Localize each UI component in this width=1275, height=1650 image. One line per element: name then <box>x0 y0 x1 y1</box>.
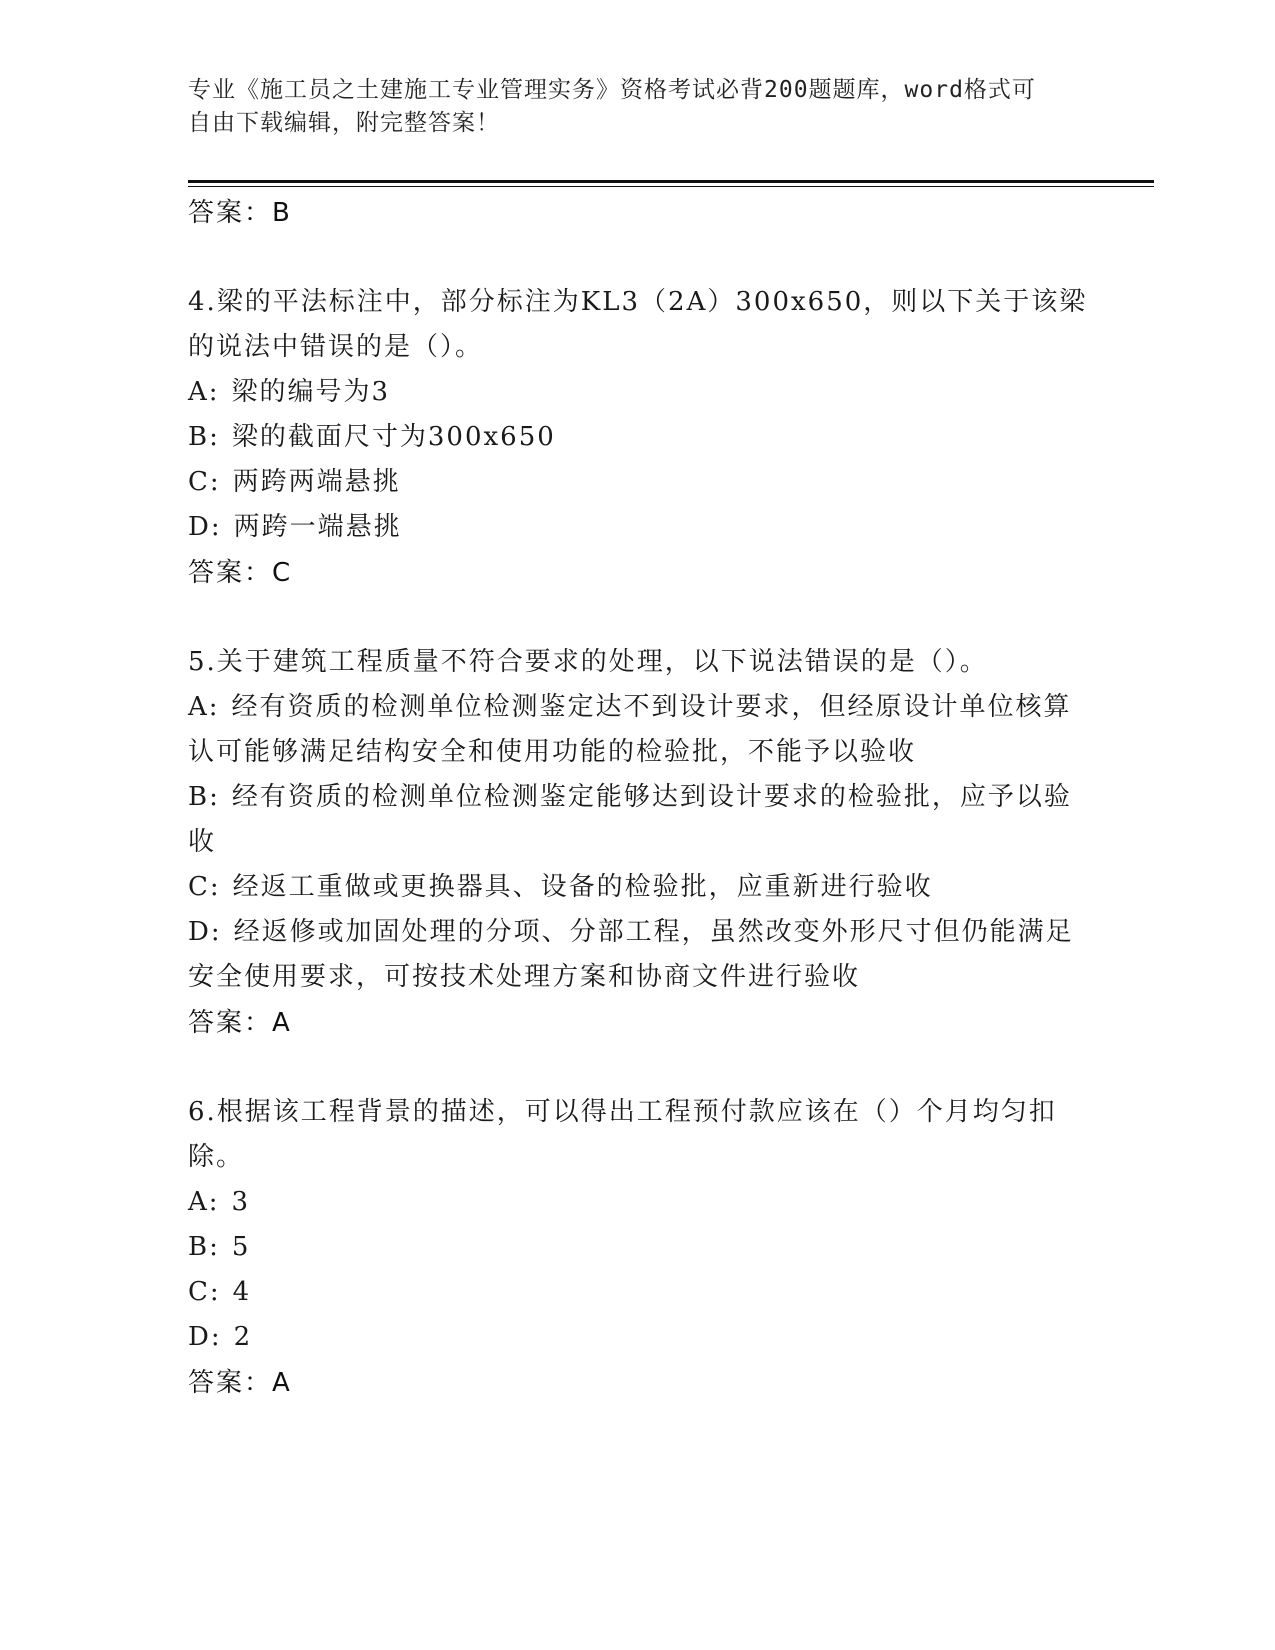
option-text: 梁的截面尺寸为300x650 <box>231 422 556 452</box>
option-text: 经返修或加固处理的分项、分部工程，虽然改变外形尺寸但仍能满足安全使用要求，可按技术处理方案和协商文件进行验收 <box>188 917 1074 992</box>
option-text: 梁的编号为3 <box>231 377 391 407</box>
header-line-1: 专业《施工员之土建施工专业管理实务》资格考试必背200题题库，word格式可 <box>188 77 1036 103</box>
option-label: D: <box>188 917 222 947</box>
option-label: A: <box>188 692 220 722</box>
option-label: C: <box>188 872 221 902</box>
option-label: C: <box>188 467 221 497</box>
document-body <box>188 190 1088 1406</box>
header-divider-thick <box>188 180 1154 183</box>
option-text: 5 <box>231 1232 251 1262</box>
option-label: B: <box>188 1232 220 1262</box>
answer-label: 答案：B <box>188 198 292 228</box>
option-text: 经有资质的检测单位检测鉴定能够达到设计要求的检验批，应予以验收 <box>188 782 1072 857</box>
question-text: 4.梁的平法标注中，部分标注为KL3（2A）300x650，则以下关于该梁的说法中错误的是（）。 <box>188 287 1088 362</box>
option-c <box>188 1270 1088 1315</box>
option-d <box>188 505 1088 550</box>
document-header <box>188 74 1088 140</box>
option-a <box>188 370 1088 415</box>
option-text: 3 <box>231 1187 251 1217</box>
option-text: 经返工重做或更换器具、设备的检验批，应重新进行验收 <box>232 872 933 902</box>
option-text: 两跨两端悬挑 <box>232 467 401 497</box>
option-label: B: <box>188 782 220 812</box>
answer-label: 答案：A <box>188 1368 292 1398</box>
option-text: 4 <box>232 1277 252 1307</box>
option-label: D: <box>188 1322 222 1352</box>
option-b <box>188 1225 1088 1270</box>
question-text: 6.根据该工程背景的描述，可以得出工程预付款应该在（）个月均匀扣除。 <box>188 1097 1057 1172</box>
option-b <box>188 775 1088 865</box>
question-text: 5.关于建筑工程质量不符合要求的处理，以下说法错误的是（）。 <box>188 647 988 677</box>
option-label: D: <box>188 512 222 542</box>
answer-label: 答案：C <box>188 558 293 588</box>
question-5 <box>188 640 1088 1046</box>
option-d <box>188 1315 1088 1360</box>
option-label: C: <box>188 1277 221 1307</box>
question-4 <box>188 280 1088 596</box>
option-text: 2 <box>233 1322 253 1352</box>
option-text: 两跨一端悬挑 <box>233 512 402 542</box>
option-c <box>188 865 1088 910</box>
answer-label: 答案：A <box>188 1008 292 1038</box>
option-a <box>188 685 1088 775</box>
option-b <box>188 415 1088 460</box>
option-d <box>188 910 1088 1000</box>
option-c <box>188 460 1088 505</box>
header-line-2: 自由下载编辑，附完整答案！ <box>188 110 500 136</box>
option-label: A: <box>188 377 220 407</box>
header-divider-thin <box>188 186 1154 187</box>
option-label: B: <box>188 422 220 452</box>
option-a <box>188 1180 1088 1225</box>
question-6 <box>188 1090 1088 1406</box>
option-text: 经有资质的检测单位检测鉴定达不到设计要求，但经原设计单位核算认可能够满足结构安全和使用功能的检验批，不能予以验收 <box>188 692 1072 767</box>
option-label: A: <box>188 1187 220 1217</box>
